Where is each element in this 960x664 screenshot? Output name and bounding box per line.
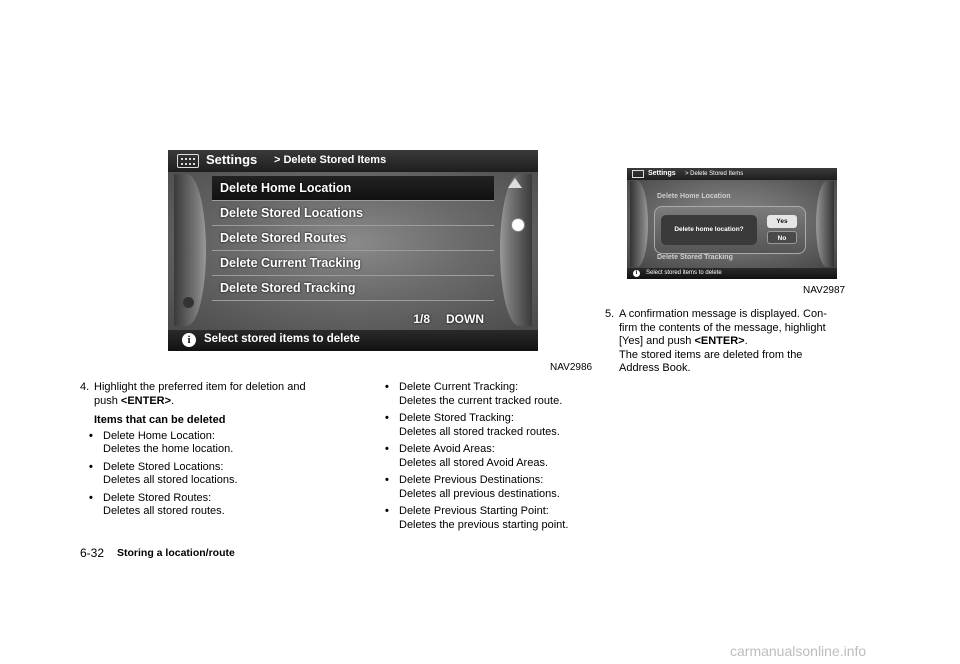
item-label: Delete Home Location: [103, 429, 215, 442]
info-icon: i [182, 333, 196, 347]
step-4-block [80, 381, 370, 523]
list-item [80, 430, 370, 457]
screen-title: Settings [206, 152, 258, 167]
step-5-line-3 [605, 335, 855, 349]
breadcrumb: > Delete Stored Items [274, 154, 387, 166]
scroll-up-arrow-icon[interactable] [508, 178, 522, 188]
background-menu-item: Delete Home Location [657, 193, 731, 200]
deletable-items-list-right [376, 381, 606, 532]
keyboard-icon [177, 154, 199, 168]
status-bar [627, 268, 837, 279]
items-heading: Items that can be deleted [94, 414, 226, 426]
menu-panel [168, 172, 538, 330]
step-5-text: A confirmation message is displayed. Con- [619, 308, 827, 320]
item-desc: Deletes the current tracked route. [399, 394, 563, 407]
menu-item-delete-stored-locations[interactable]: Delete Stored Locations [212, 201, 494, 226]
deletable-items-list-left [80, 430, 370, 519]
menu-panel [627, 180, 837, 268]
bullet: • [385, 443, 389, 455]
menu-list [212, 176, 494, 301]
figure-caption-1: NAV2986 [550, 362, 593, 373]
period: . [171, 394, 175, 407]
step-5-line-4: The stored items are deleted from the [619, 348, 803, 361]
page-number: 6-32 [80, 546, 105, 560]
bullet: • [89, 460, 93, 473]
yes-button[interactable]: Yes [767, 215, 797, 228]
bullet: • [385, 412, 389, 424]
enter-key-label: <ENTER> [120, 394, 172, 407]
confirm-prompt: Delete home location? [661, 215, 757, 245]
no-button[interactable]: No [767, 231, 797, 244]
keyboard-icon [632, 170, 644, 178]
confirm-dialog [654, 206, 806, 254]
nav-screenshot-confirm-delete [627, 168, 837, 279]
left-dial-rail [630, 181, 648, 267]
step-5-line-5: Address Book. [619, 362, 691, 374]
item-label: Delete Avoid Areas: [399, 443, 495, 455]
item-desc: Deletes all stored locations. [103, 474, 238, 486]
list-item [80, 492, 370, 519]
item-desc: Deletes all stored tracked routes. [399, 425, 560, 438]
dial-indicator-icon [183, 297, 194, 308]
list-item [376, 474, 606, 501]
step-number: 4. [80, 381, 90, 393]
item-desc: Deletes all stored Avoid Areas. [399, 456, 548, 469]
step-4-continued [376, 381, 606, 536]
period: . [744, 335, 748, 347]
step-5-pre: [Yes] and push [619, 335, 692, 347]
list-item [376, 412, 606, 439]
bullet: • [89, 429, 93, 442]
item-desc: Deletes all previous destinations. [399, 487, 560, 500]
item-label: Delete Stored Locations: [103, 460, 224, 473]
menu-item-delete-stored-tracking[interactable]: Delete Stored Tracking [212, 276, 494, 301]
step-5-block [605, 308, 855, 376]
item-label: Delete Previous Starting Point: [399, 505, 549, 517]
step-5-line-1 [605, 308, 855, 322]
item-label: Delete Stored Tracking: [399, 412, 514, 424]
step-5-line-2: firm the contents of the message, highlight [619, 321, 826, 334]
background-menu-item: Delete Stored Tracking [657, 254, 733, 261]
menu-item-delete-current-tracking[interactable]: Delete Current Tracking [212, 251, 494, 276]
bullet: • [89, 491, 93, 504]
item-desc: Deletes all stored routes. [103, 505, 225, 517]
bullet: • [385, 505, 389, 517]
enter-key-label: <ENTER> [694, 335, 745, 347]
item-desc: Deletes the previous starting point. [399, 518, 569, 531]
screen-title-bar [627, 168, 837, 180]
info-icon: i [633, 270, 640, 277]
page-count: 1/8 [413, 312, 430, 326]
step-4-line-2 [80, 395, 370, 409]
item-label: Delete Stored Routes: [103, 491, 212, 504]
status-text: Select stored items to delete [646, 270, 722, 276]
step-4-text: Highlight the preferred item for deletion and [94, 381, 306, 393]
status-bar [168, 330, 538, 351]
breadcrumb: > Delete Stored Items [685, 171, 744, 177]
page-indicator [413, 312, 484, 326]
step-4-push: push [94, 394, 118, 407]
bullet: • [385, 474, 389, 486]
list-item [80, 461, 370, 488]
item-desc: Deletes the home location. [103, 443, 234, 455]
bullet: • [385, 381, 389, 393]
page-down-button[interactable]: DOWN [446, 312, 484, 326]
menu-item-delete-home-location[interactable]: Delete Home Location [212, 176, 494, 201]
menu-item-delete-stored-routes[interactable]: Delete Stored Routes [212, 226, 494, 251]
section-title: Storing a location/route [117, 547, 235, 559]
list-item [376, 443, 606, 470]
right-scroll-rail[interactable] [816, 181, 834, 267]
item-label: Delete Current Tracking: [399, 381, 519, 393]
step-4-line-1 [80, 381, 370, 395]
nav-screenshot-delete-stored-items [168, 150, 538, 351]
screen-title: Settings [648, 170, 676, 177]
list-item [376, 505, 606, 532]
scroll-position-knob[interactable] [511, 218, 525, 232]
list-item [376, 381, 606, 408]
figure-caption-2: NAV2987 [803, 285, 846, 296]
right-scroll-rail[interactable] [500, 174, 532, 326]
watermark: carmanualsonline.info [730, 643, 867, 659]
step-number: 5. [605, 308, 615, 320]
screen-title-bar [168, 150, 538, 172]
item-label: Delete Previous Destinations: [399, 474, 544, 486]
status-text: Select stored items to delete [204, 333, 360, 345]
